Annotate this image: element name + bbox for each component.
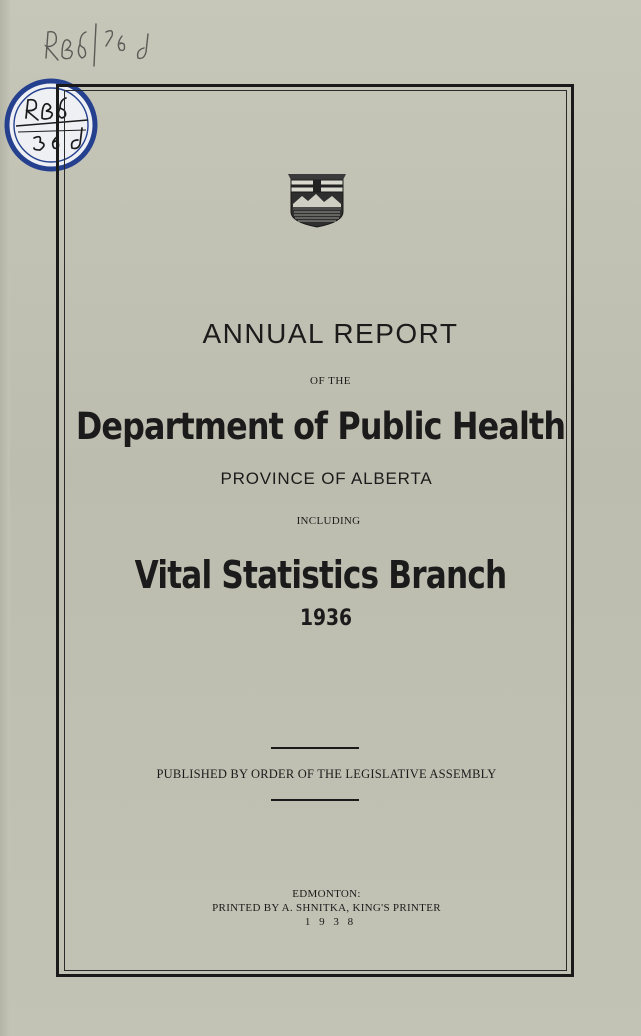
- report-title: ANNUAL REPORT: [202, 318, 459, 349]
- report-year: 1936: [300, 606, 353, 631]
- imprint-city: EDMONTON:: [292, 888, 361, 900]
- handwritten-shelf-mark: [40, 20, 170, 70]
- including-connector: INCLUDING: [296, 515, 361, 527]
- publication-notice: PUBLISHED BY ORDER OF THE LEGISLATIVE ASSEMBLY: [156, 767, 497, 781]
- department-name: Department of Public Health: [75, 405, 566, 448]
- divider-bottom: [271, 799, 359, 801]
- imprint-year: 1 9 3 8: [304, 916, 357, 928]
- province-name: PROVINCE OF ALBERTA: [220, 469, 433, 488]
- of-the-connector: OF THE: [310, 375, 351, 387]
- imprint-printer: PRINTED BY A. SHNITKA, KING'S PRINTER: [212, 902, 441, 914]
- divider-top: [271, 747, 359, 749]
- alberta-crest-icon: [286, 172, 348, 228]
- branch-name: Vital Statistics Branch: [134, 553, 507, 597]
